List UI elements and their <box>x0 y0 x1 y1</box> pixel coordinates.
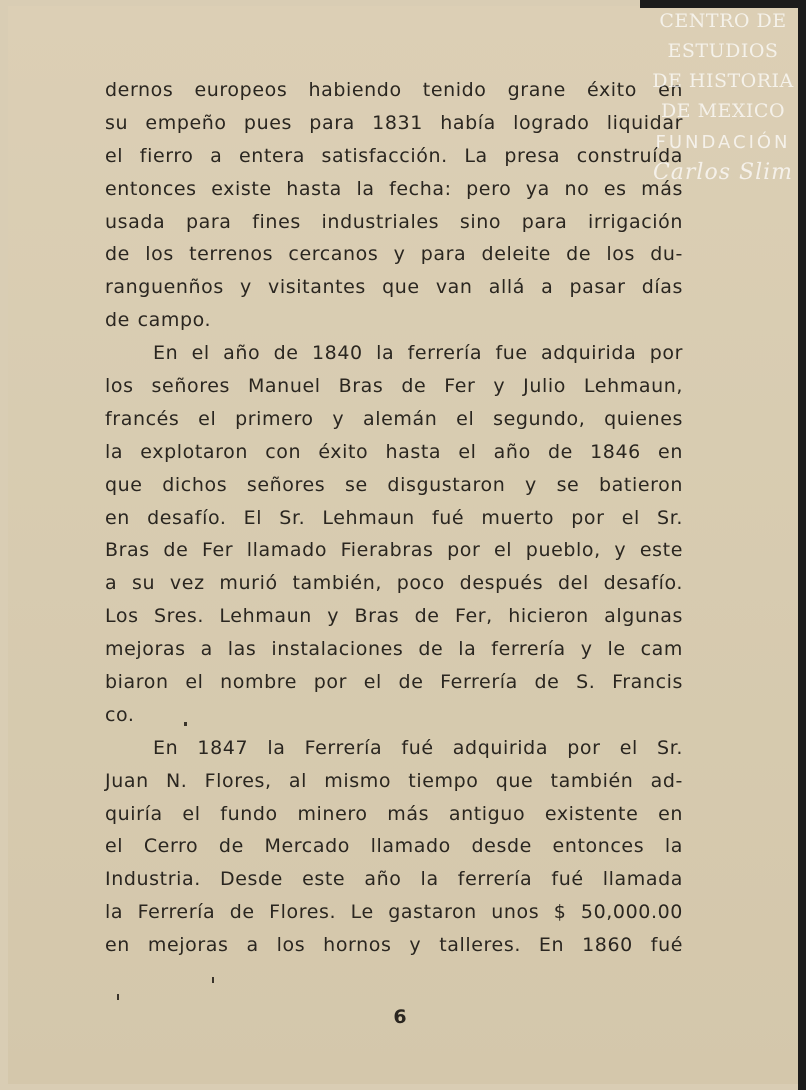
scan-border-right <box>798 0 806 1090</box>
text-line: los señores Manuel Bras de Fer y Julio Lehmaun, <box>105 375 683 398</box>
text-line: Los Sres. Lehmaun y Bras de Fer, hicieron algunas <box>105 605 683 628</box>
text-line: usada para fines industriales sino para irrigación <box>105 210 683 233</box>
text-line: de los terrenos cercanos y para deleite de los du- <box>105 243 683 266</box>
text-line: el fierro a entera satisfacción. La presa construída <box>105 144 683 167</box>
watermark-line: ESTUDIOS <box>667 40 779 62</box>
text-line: ranguenños y visitantes que van allá a pasar días <box>105 276 683 299</box>
watermark-signature: Carlos Slim <box>652 160 794 185</box>
text-line: la Ferrería de Flores. Le gastaron unos $ 50,000.00 <box>105 901 683 924</box>
watermark-line: CENTRO DE <box>659 10 787 32</box>
watermark-foundation: FUNDACIÓN <box>655 132 791 153</box>
text-line: Bras de Fer llamado Fierabras por el pueblo, y este <box>105 539 683 562</box>
text-line: Juan N. Flores, al mismo tiempo que también ad- <box>105 769 683 792</box>
text-line: en mejoras a los hornos y talleres. En 1860 fué <box>105 934 683 957</box>
text-line: francés el primero y alemán el segundo, quienes <box>105 407 683 430</box>
text-line: su empeño pues para 1831 había logrado liquidar <box>105 111 683 134</box>
text-line: que dichos señores se disgustaron y se batieron <box>105 473 683 496</box>
text-line: Industria. Desde este año la ferrería fué llamada <box>105 868 683 891</box>
ink-speck <box>117 994 119 1000</box>
page-number: 6 <box>393 1006 407 1028</box>
watermark-line: DE HISTORIA <box>652 70 794 92</box>
text-line: co. <box>105 703 135 726</box>
text-line: en desafío. El Sr. Lehmaun fué muerto por el Sr. <box>105 506 683 529</box>
text-line: la explotaron con éxito hasta el año de 1846 en <box>105 440 683 463</box>
text-line: entonces existe hasta la fecha: pero ya no es más <box>105 177 683 200</box>
text-line: el Cerro de Mercado llamado desde entonces la <box>105 835 683 858</box>
text-line: de campo. <box>105 309 212 332</box>
text-line: En el año de 1840 la ferrería fue adquirida por <box>153 342 683 365</box>
text-line: mejoras a las instalaciones de la ferrería y le cam <box>105 638 683 661</box>
text-line: dernos europeos habiendo tenido grane éxito en <box>105 79 683 101</box>
watermark-line: DE MEXICO <box>660 100 786 122</box>
ink-speck <box>184 722 187 726</box>
ink-speck <box>212 977 214 983</box>
text-line: quiría el fundo minero más antiguo existente en <box>105 802 683 825</box>
text-line: a su vez murió también, poco después del desafío. <box>105 572 683 595</box>
text-line: En 1847 la Ferrería fué adquirida por el Sr. <box>153 736 683 759</box>
text-line: biaron el nombre por el de Ferrería de S. Francis <box>105 671 683 694</box>
archive-watermark <box>648 6 798 188</box>
body-text <box>105 74 683 962</box>
